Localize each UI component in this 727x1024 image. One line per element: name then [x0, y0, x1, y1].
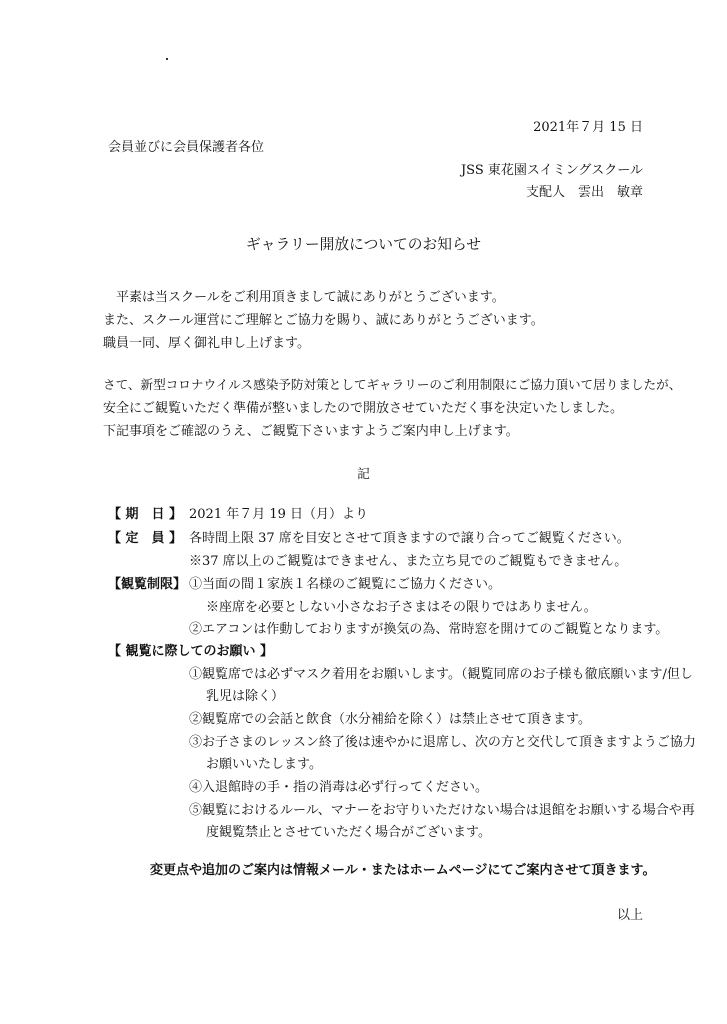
request-line: ⑤観覧におけるルール、マナーをお守りいただけない場合は退館をお願いする場合や再 — [189, 803, 695, 818]
body-line: 安全にご観覧いただく準備が整いましたので開放させていただく事を決定いたしました。 — [103, 401, 624, 416]
request-line: 乳児は除く） — [206, 689, 285, 704]
intro-line: 職員一同、厚く御礼申し上げます。 — [103, 336, 310, 351]
capacity-line: ※37 席以上のご観覧はできません、また立ち見でのご観覧もできません。 — [189, 554, 628, 569]
capacity-label: 【 定 員 】 — [108, 531, 183, 546]
scan-speck — [166, 58, 168, 60]
page-title: ギャラリー開放についてのお知らせ — [245, 236, 481, 253]
ki-heading: 記 — [357, 467, 370, 482]
request-line: ③お子さまのレッスン終了後は速やかに退席し、次の方と交代して頂きますようご協力 — [189, 735, 696, 750]
period-value: 2021 年７月 19 日（月）より — [189, 507, 369, 522]
body-line: 下記事項をご確認のうえ、ご観覧下さいますようご案内申し上げます。 — [103, 424, 519, 439]
recipient: 会員並びに会員保護者各位 — [108, 140, 265, 155]
document-date: 2021年７月 15 日 — [533, 120, 643, 135]
request-line: ①観覧席では必ずマスク着用をお願いします。（観覧同席のお子様も徹底願います/但し — [189, 667, 693, 682]
request-line: お願いいたします。 — [206, 757, 322, 772]
closing: 以上 — [616, 908, 643, 923]
capacity-line: 各時間上限 37 席を目安とさせて頂きますので譲り合ってご観覧ください。 — [189, 531, 630, 546]
restriction-line: ※座席を必要としない小さなお子さまはその限りではありません。 — [206, 600, 597, 615]
restriction-line: ①当面の間１家族１名様のご観覧にご協力ください。 — [189, 577, 502, 592]
sender-manager: 支配人 雲出 敏章 — [525, 185, 643, 200]
intro-line: 平素は当スクールをご利用頂きまして誠にありがとうございます。 — [103, 290, 505, 305]
restriction-line: ②エアコンは作動しておりますが換気の為、常時窓を開けてのご観覧となります。 — [189, 622, 669, 637]
intro-line: また、スクール運営にご理解とご協力を賜り、誠にありがとうございます。 — [103, 313, 544, 328]
footer-note: 変更点や追加のご案内は情報メール・またはホームページにてご案内させて頂きます。 — [150, 863, 656, 878]
request-line: ④入退館時の手・指の消毒は必ず行ってください。 — [189, 780, 489, 795]
restriction-label: 【観覧制限】 — [108, 577, 187, 592]
period-label: 【 期 日 】 — [108, 507, 183, 522]
sender-organization: JSS 東花園スイミングスクール — [460, 163, 643, 178]
requests-label: 【 観覧に際してのお願い 】 — [108, 644, 274, 659]
request-line: ②観覧席での会話と飲食（水分補給を除く）は禁止させて頂きます。 — [189, 712, 591, 727]
body-line: さて、新型コロナウイルス感染予防対策としてギャラリーのご利用制限にご協力頂いて居りましたが、 — [103, 377, 682, 392]
request-line: 度観覧禁止とさせていただく場合がございます。 — [206, 825, 491, 840]
